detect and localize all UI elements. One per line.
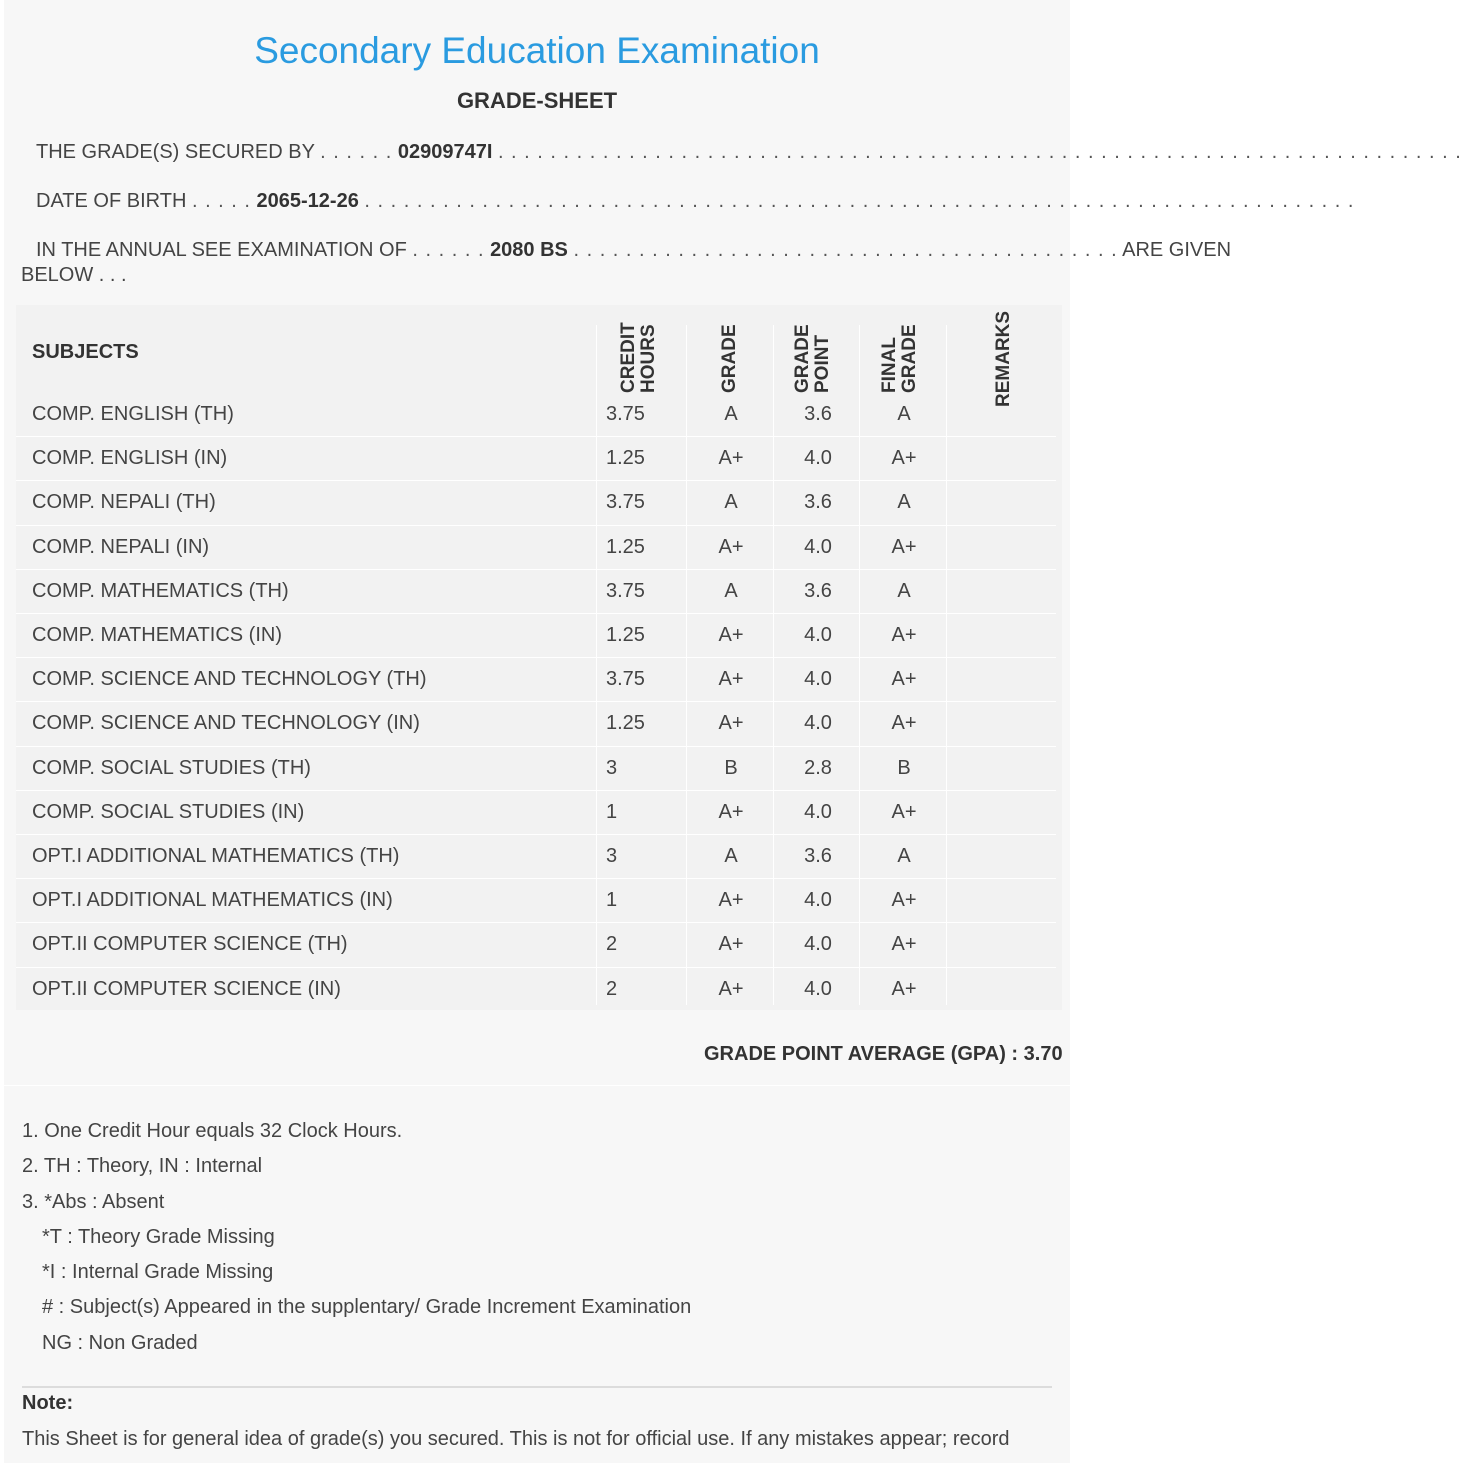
grade-cell: A [724, 491, 738, 514]
grade-cell: A [724, 403, 738, 425]
footnote-item: NG : Non Graded [42, 1331, 198, 1354]
final-grade-cell: A+ [891, 535, 917, 558]
header-gp-line1: GRADE [792, 324, 813, 393]
footnote-item: 1. One Credit Hour equals 32 Clock Hours. [22, 1120, 403, 1142]
dob-line [36, 190, 1355, 213]
credit-hours-cell: 2 [606, 977, 618, 1000]
grade-cell: A+ [718, 447, 744, 470]
subject-cell: OPT.II COMPUTER SCIENCE (TH) [32, 933, 348, 956]
subject-cell: OPT.I ADDITIONAL MATHEMATICS (IN) [32, 889, 393, 912]
header-credit-hours [619, 322, 659, 393]
table-row [16, 569, 1056, 613]
table-row [16, 657, 1056, 701]
secured-by-label: THE GRADE(S) SECURED BY [36, 141, 315, 163]
final-grade-cell: A+ [891, 712, 917, 735]
credit-hours-cell: 1.25 [606, 535, 645, 558]
grade-cell: A+ [718, 712, 744, 735]
table-row [16, 746, 1056, 790]
note-label: Note: [22, 1392, 74, 1414]
header-grade-point [793, 324, 833, 393]
table-row [16, 613, 1056, 657]
subject-cell: OPT.II COMPUTER SCIENCE (IN) [32, 977, 341, 1000]
dob-label: DATE OF BIRTH [36, 190, 187, 212]
grade-point-cell: 4.0 [804, 624, 832, 646]
final-grade-cell: A+ [891, 933, 917, 956]
credit-hours-cell: 3.75 [606, 491, 645, 514]
table-row [16, 701, 1056, 745]
subject-cell: COMP. ENGLISH (IN) [32, 447, 228, 470]
subject-cell: COMP. MATHEMATICS (TH) [32, 579, 289, 602]
credit-hours-cell: 1.25 [606, 712, 645, 735]
grade-point-cell: 4.0 [804, 535, 832, 558]
grade-cell: A+ [718, 977, 744, 1000]
final-grade-cell: A [897, 845, 911, 867]
table-row [16, 878, 1056, 922]
grade-point-cell: 4.0 [804, 712, 832, 735]
footnote-item: *T : Theory Grade Missing [42, 1225, 275, 1248]
grade-point-cell: 4.0 [804, 800, 832, 823]
subject-cell: COMP. SCIENCE AND TECHNOLOGY (IN) [32, 712, 420, 735]
secured-by-line [36, 141, 1462, 164]
table-row [16, 525, 1056, 569]
dot-leader: . . . . . . . . . . . . . . . . . . . . . . . . . . . . . . . . . . . . . . . . . . . . . . . . . . . . . . . . . . . . . . . . . . . . . . . . . . . . [364, 190, 1355, 212]
credit-hours-cell: 3.75 [606, 668, 645, 691]
table-row [16, 392, 1056, 436]
dob-value: 2065-12-26 [256, 190, 359, 212]
dot-leader: . . . . . . . . . . . . . . . . . . . . . . . . . . . . . . . . . . . . . . . . . . [573, 239, 1118, 261]
grade-cell: A+ [718, 800, 744, 823]
grade-point-cell: 3.6 [804, 491, 832, 514]
exam-year: 2080 BS [490, 239, 568, 261]
divider [4, 1085, 1070, 1086]
grade-cell: A [724, 579, 738, 602]
credit-hours-cell: 3.75 [606, 579, 645, 602]
grade-cell: A+ [718, 889, 744, 912]
credit-hours-cell: 2 [606, 933, 618, 956]
subject-cell: COMP. NEPALI (TH) [32, 491, 216, 514]
table-row [16, 922, 1056, 966]
header-final-line1: FINAL [879, 337, 900, 393]
final-grade-cell: A [897, 579, 911, 602]
exam-suffix: ARE GIVEN [1122, 239, 1232, 261]
final-grade-cell: A+ [891, 624, 917, 646]
grade-sheet [4, 0, 1462, 1463]
grade-point-cell: 2.8 [804, 756, 832, 779]
divider [22, 1386, 1052, 1388]
credit-hours-cell: 1 [606, 800, 618, 823]
final-grade-cell: A+ [891, 977, 917, 1000]
grade-cell: A+ [718, 668, 744, 691]
final-grade-cell: A+ [891, 800, 917, 823]
subject-cell: OPT.I ADDITIONAL MATHEMATICS (TH) [32, 845, 400, 867]
table-row [16, 480, 1056, 524]
grade-point-cell: 4.0 [804, 668, 832, 691]
grade-point-cell: 4.0 [804, 889, 832, 912]
final-grade-cell: A+ [891, 889, 917, 912]
table-row [16, 436, 1056, 480]
grade-cell: A+ [718, 933, 744, 956]
footnote-item: # : Subject(s) Appeared in the supplentary/ Grade Increment Examination [42, 1296, 692, 1319]
grade-point-cell: 4.0 [804, 447, 832, 470]
grade-point-cell: 3.6 [804, 579, 832, 602]
dot-leader: . . . . . . . . . . . . . . . . . . . . . . . . . . . . . . . . . . . . . . . . . . . . . . . . . . . . . . . . . . . . . . . . . . . . . . . . . . [497, 141, 1462, 163]
final-grade-cell: B [897, 756, 911, 779]
table-row [16, 834, 1056, 878]
subject-cell: COMP. SOCIAL STUDIES (IN) [32, 800, 305, 823]
header-gp-line2: POINT [812, 334, 833, 393]
gpa-summary: GRADE POINT AVERAGE (GPA) : 3.70 [704, 1043, 1063, 1065]
symbol-number: 02909747I [397, 141, 493, 163]
final-grade-cell: A [897, 491, 911, 514]
table-row [16, 967, 1056, 1011]
subject-cell: COMP. MATHEMATICS (IN) [32, 624, 282, 646]
credit-hours-cell: 3 [606, 756, 618, 779]
final-grade-cell: A [897, 403, 911, 425]
header-final-grade [880, 324, 920, 393]
table-row [16, 790, 1056, 834]
grade-cell: B [724, 756, 738, 779]
footnotes [22, 1116, 691, 1363]
footnote-item: *I : Internal Grade Missing [42, 1261, 274, 1284]
dot-leader: . . . . . . [412, 239, 485, 261]
exam-line-continued: BELOW . . . [21, 264, 127, 286]
credit-hours-cell: 1 [606, 889, 618, 912]
credit-hours-cell: 3.75 [606, 403, 645, 425]
header-subjects: SUBJECTS [32, 341, 139, 363]
exam-line [36, 239, 1232, 262]
dot-leader: . . . . . . [320, 141, 393, 163]
credit-hours-cell: 1.25 [606, 447, 645, 470]
header-grade: GRADE [719, 324, 740, 393]
grade-point-cell: 4.0 [804, 933, 832, 956]
grade-point-cell: 4.0 [804, 977, 832, 1000]
header-credit-line2: HOURS [638, 324, 659, 393]
grade-cell: A [724, 845, 738, 867]
page-subtitle: GRADE-SHEET [456, 88, 618, 113]
subject-cell: COMP. ENGLISH (TH) [32, 403, 234, 425]
credit-hours-cell: 1.25 [606, 624, 645, 646]
exam-label: IN THE ANNUAL SEE EXAMINATION OF [36, 239, 407, 261]
dot-leader: . . . . . [191, 190, 251, 212]
page-title: Secondary Education Examination [254, 30, 820, 71]
footnote-item: 2. TH : Theory, IN : Internal [22, 1155, 263, 1178]
grade-point-cell: 3.6 [804, 403, 832, 425]
header-remarks: REMARKS [993, 310, 1014, 407]
grades-table [16, 305, 1062, 1010]
credit-hours-cell: 3 [606, 845, 618, 867]
subject-cell: COMP. SCIENCE AND TECHNOLOGY (TH) [32, 668, 427, 691]
subject-cell: COMP. SOCIAL STUDIES (TH) [32, 756, 311, 779]
final-grade-cell: A+ [891, 668, 917, 691]
header-final-line2: GRADE [899, 324, 920, 393]
subject-cell: COMP. NEPALI (IN) [32, 535, 210, 558]
grade-point-cell: 3.6 [804, 845, 832, 867]
header-credit-line1: CREDIT [618, 322, 639, 393]
note-text: This Sheet is for general idea of grade(s) you secured. This is not for official use. If any mistakes appear; record [22, 1428, 1010, 1450]
final-grade-cell: A+ [891, 447, 917, 470]
grade-cell: A+ [718, 535, 744, 558]
grade-cell: A+ [718, 624, 744, 646]
footnote-item: 3. *Abs : Absent [22, 1190, 165, 1213]
